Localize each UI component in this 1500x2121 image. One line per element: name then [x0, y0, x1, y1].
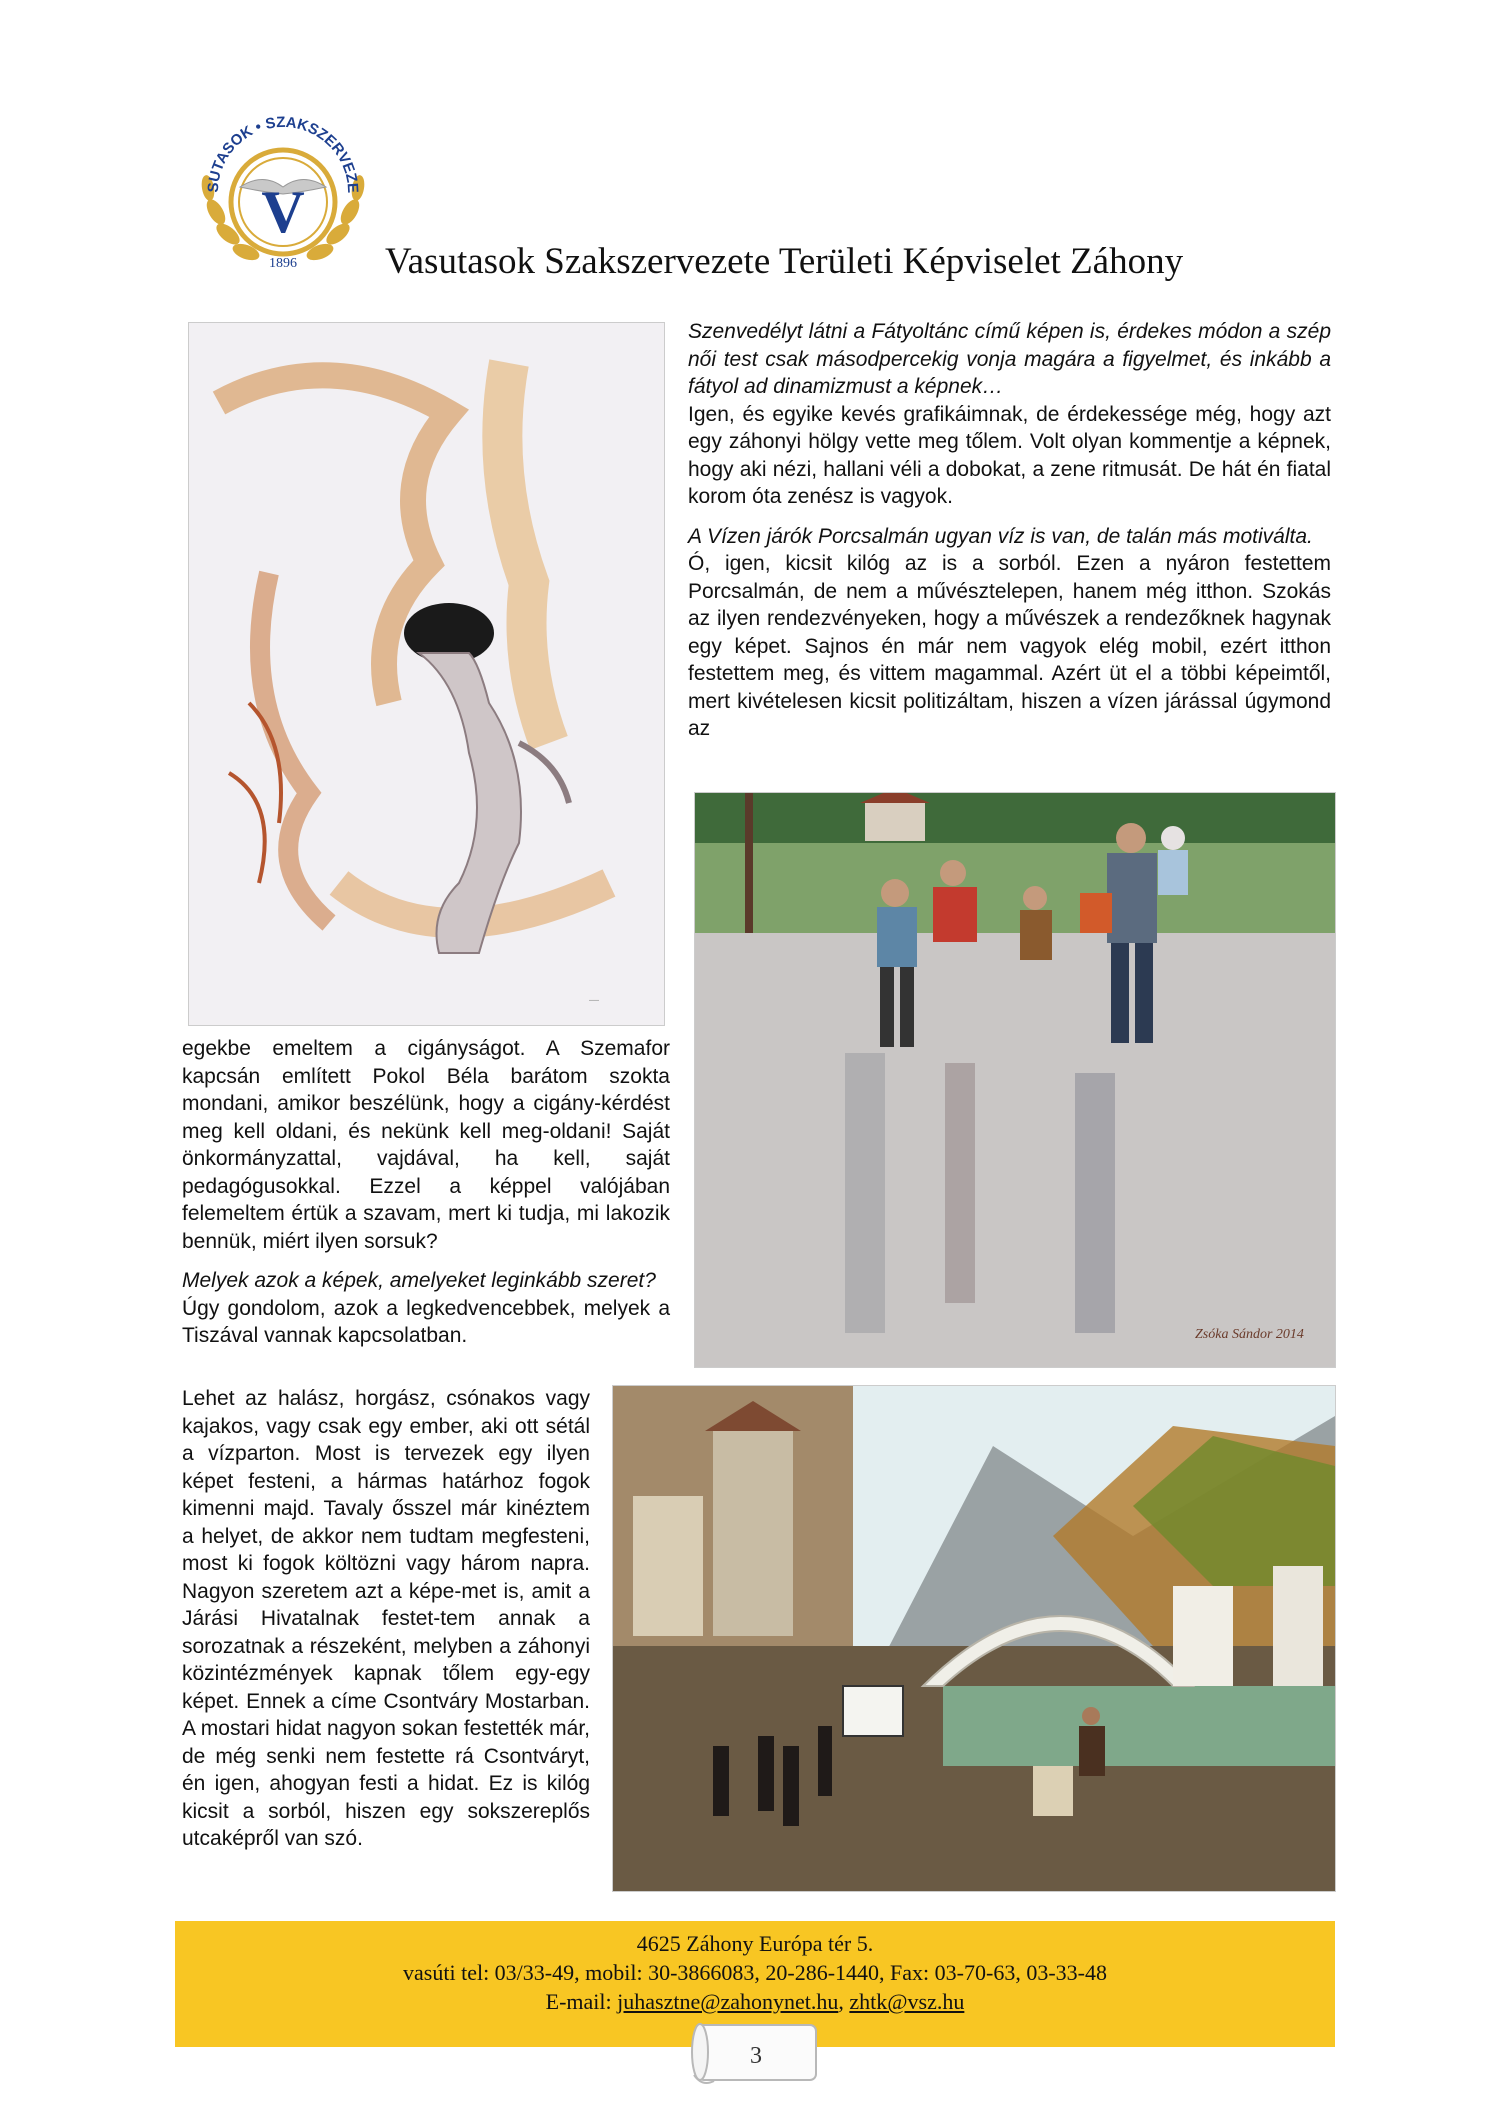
interview-answer-continued: egekbe emeltem a cigányságot. A Szemafor kapcsán említett Pokol Béla barátom szokta mondani, amikor beszélünk, hogy a cigány-kérdést meg kell oldani, és nekünk kell meg-oldani! Saját önkormányzattal, vajdával, ha kell, saját pedagógusokkal. Ezzel a képpel valójában felemeltem értük a szavam, mert ki tudja, mi lakozik bennük, miért ilyen sorsuk?: [182, 1037, 670, 1253]
page-header-title: Vasutasok Szakszervezete Területi Képviselet Záhony: [385, 241, 1184, 282]
footer-phones: vasúti tel: 03/33-49, mobil: 30-3866083, 20-286-1440, Fax: 03-70-63, 03-33-48: [403, 1960, 1107, 1985]
email-link-juhasztne[interactable]: juhasztne@zahonynet.hu: [617, 1989, 839, 2014]
union-logo: [188, 92, 378, 274]
article-right-column: [688, 318, 1331, 743]
interview-question: Szenvedélyt látni a Fátyoltánc című képen is, érdekes módon a szép női test csak másodpercekig vonja magára a figyelmet, és inkább a fátyol ad dinamizmust a képnek…: [688, 320, 1331, 398]
footer-email-line: [175, 1987, 1335, 2016]
logo-year: 1896: [269, 256, 297, 271]
painting-water-walkers: [694, 792, 1336, 1368]
email-link-zhtk[interactable]: zhtk@vsz.hu: [849, 1989, 965, 2014]
interview-answer: Ó, igen, kicsit kilóg az is a sorból. Ezen a nyáron festettem Porcsalmán, de nem a művésztelepen, hanem még itthon. Szokás az ilyen rendezvényeken, hogy a művészek a rendezőknek hagynak egy képet. Sajnos én már nem vagyok elég mobil, ezért itthon festettem meg, és vittem magammal. Azért üt el a többi képeimtől, mert kivételesen kicsit politizáltam, hiszen a vízen járással úgymond az: [688, 552, 1331, 740]
page-number-scroll: [686, 2015, 826, 2090]
interview-answer-continued: Lehet az halász, horgász, csónakos vagy kajakos, vagy csak egy ember, aki ott sétál a vízparton. Most is tervezek egy ilyen képet festeni, a hármas határhoz fogok kimenni majd. Tavaly ősszel már kinéztem a helyet, de akkor nem tudtam megfesteni, most ki fogok költözni vagy három napra. Nagyon szeretem azt a képe-met is, amit a Járási Hivatalnak festet-tem annak a sorozatnak a részeként, melyben a záhonyi közintézmények kapnak tőlem egy-egy képet. Ennek a címe Csontváry Mostarban. A mostari hidat nagyon sokan festették már, de még senki nem festette rá Csontváryt, én igen, ahogyan festi a hidat. Ez is kilóg kicsit a sorból, hiszen egy sokszereplős utcaképről van szó.: [182, 1387, 590, 1850]
interview-question: A Vízen járók Porcsalmán ugyan víz is van, de talán más motiválta.: [688, 524, 1313, 548]
footer-email-label: E-mail:: [545, 1989, 612, 2014]
painting-signature: Zsóka Sándor 2014: [1195, 1327, 1304, 1342]
interview-answer: Igen, és egyike kevés grafikáimnak, de érdekessége még, hogy azt egy záhonyi hölgy vette meg tőlem. Volt olyan kommentje a képnek, hogy aki nézi, hallani véli a dobokat, a zene ritmusát. De hát én fiatal korom óta zenész is vagyok.: [688, 402, 1331, 508]
logo-arc-text: SUTASOK • SZAKSZERVEZE: [204, 113, 362, 194]
article-left-column: [182, 1035, 670, 1350]
interview-question: Melyek azok a képek, amelyeket leginkább szeret?: [182, 1269, 656, 1292]
painting-veil-dance: [188, 322, 665, 1026]
footer-address: 4625 Záhony Európa tér 5.: [636, 1931, 874, 1956]
interview-answer: Úgy gondolom, azok a legkedvencebbek, melyek a Tiszával vannak kapcsolatban.: [182, 1296, 670, 1347]
page-number: 3: [750, 2043, 762, 2069]
painting-csontvary-mostar: [612, 1385, 1336, 1892]
article-left-column-narrow: [182, 1385, 590, 1853]
logo-letter: V: [261, 179, 305, 245]
svg-text:—: —: [589, 995, 599, 1006]
footer-email-separator: ,: [838, 1989, 844, 2014]
